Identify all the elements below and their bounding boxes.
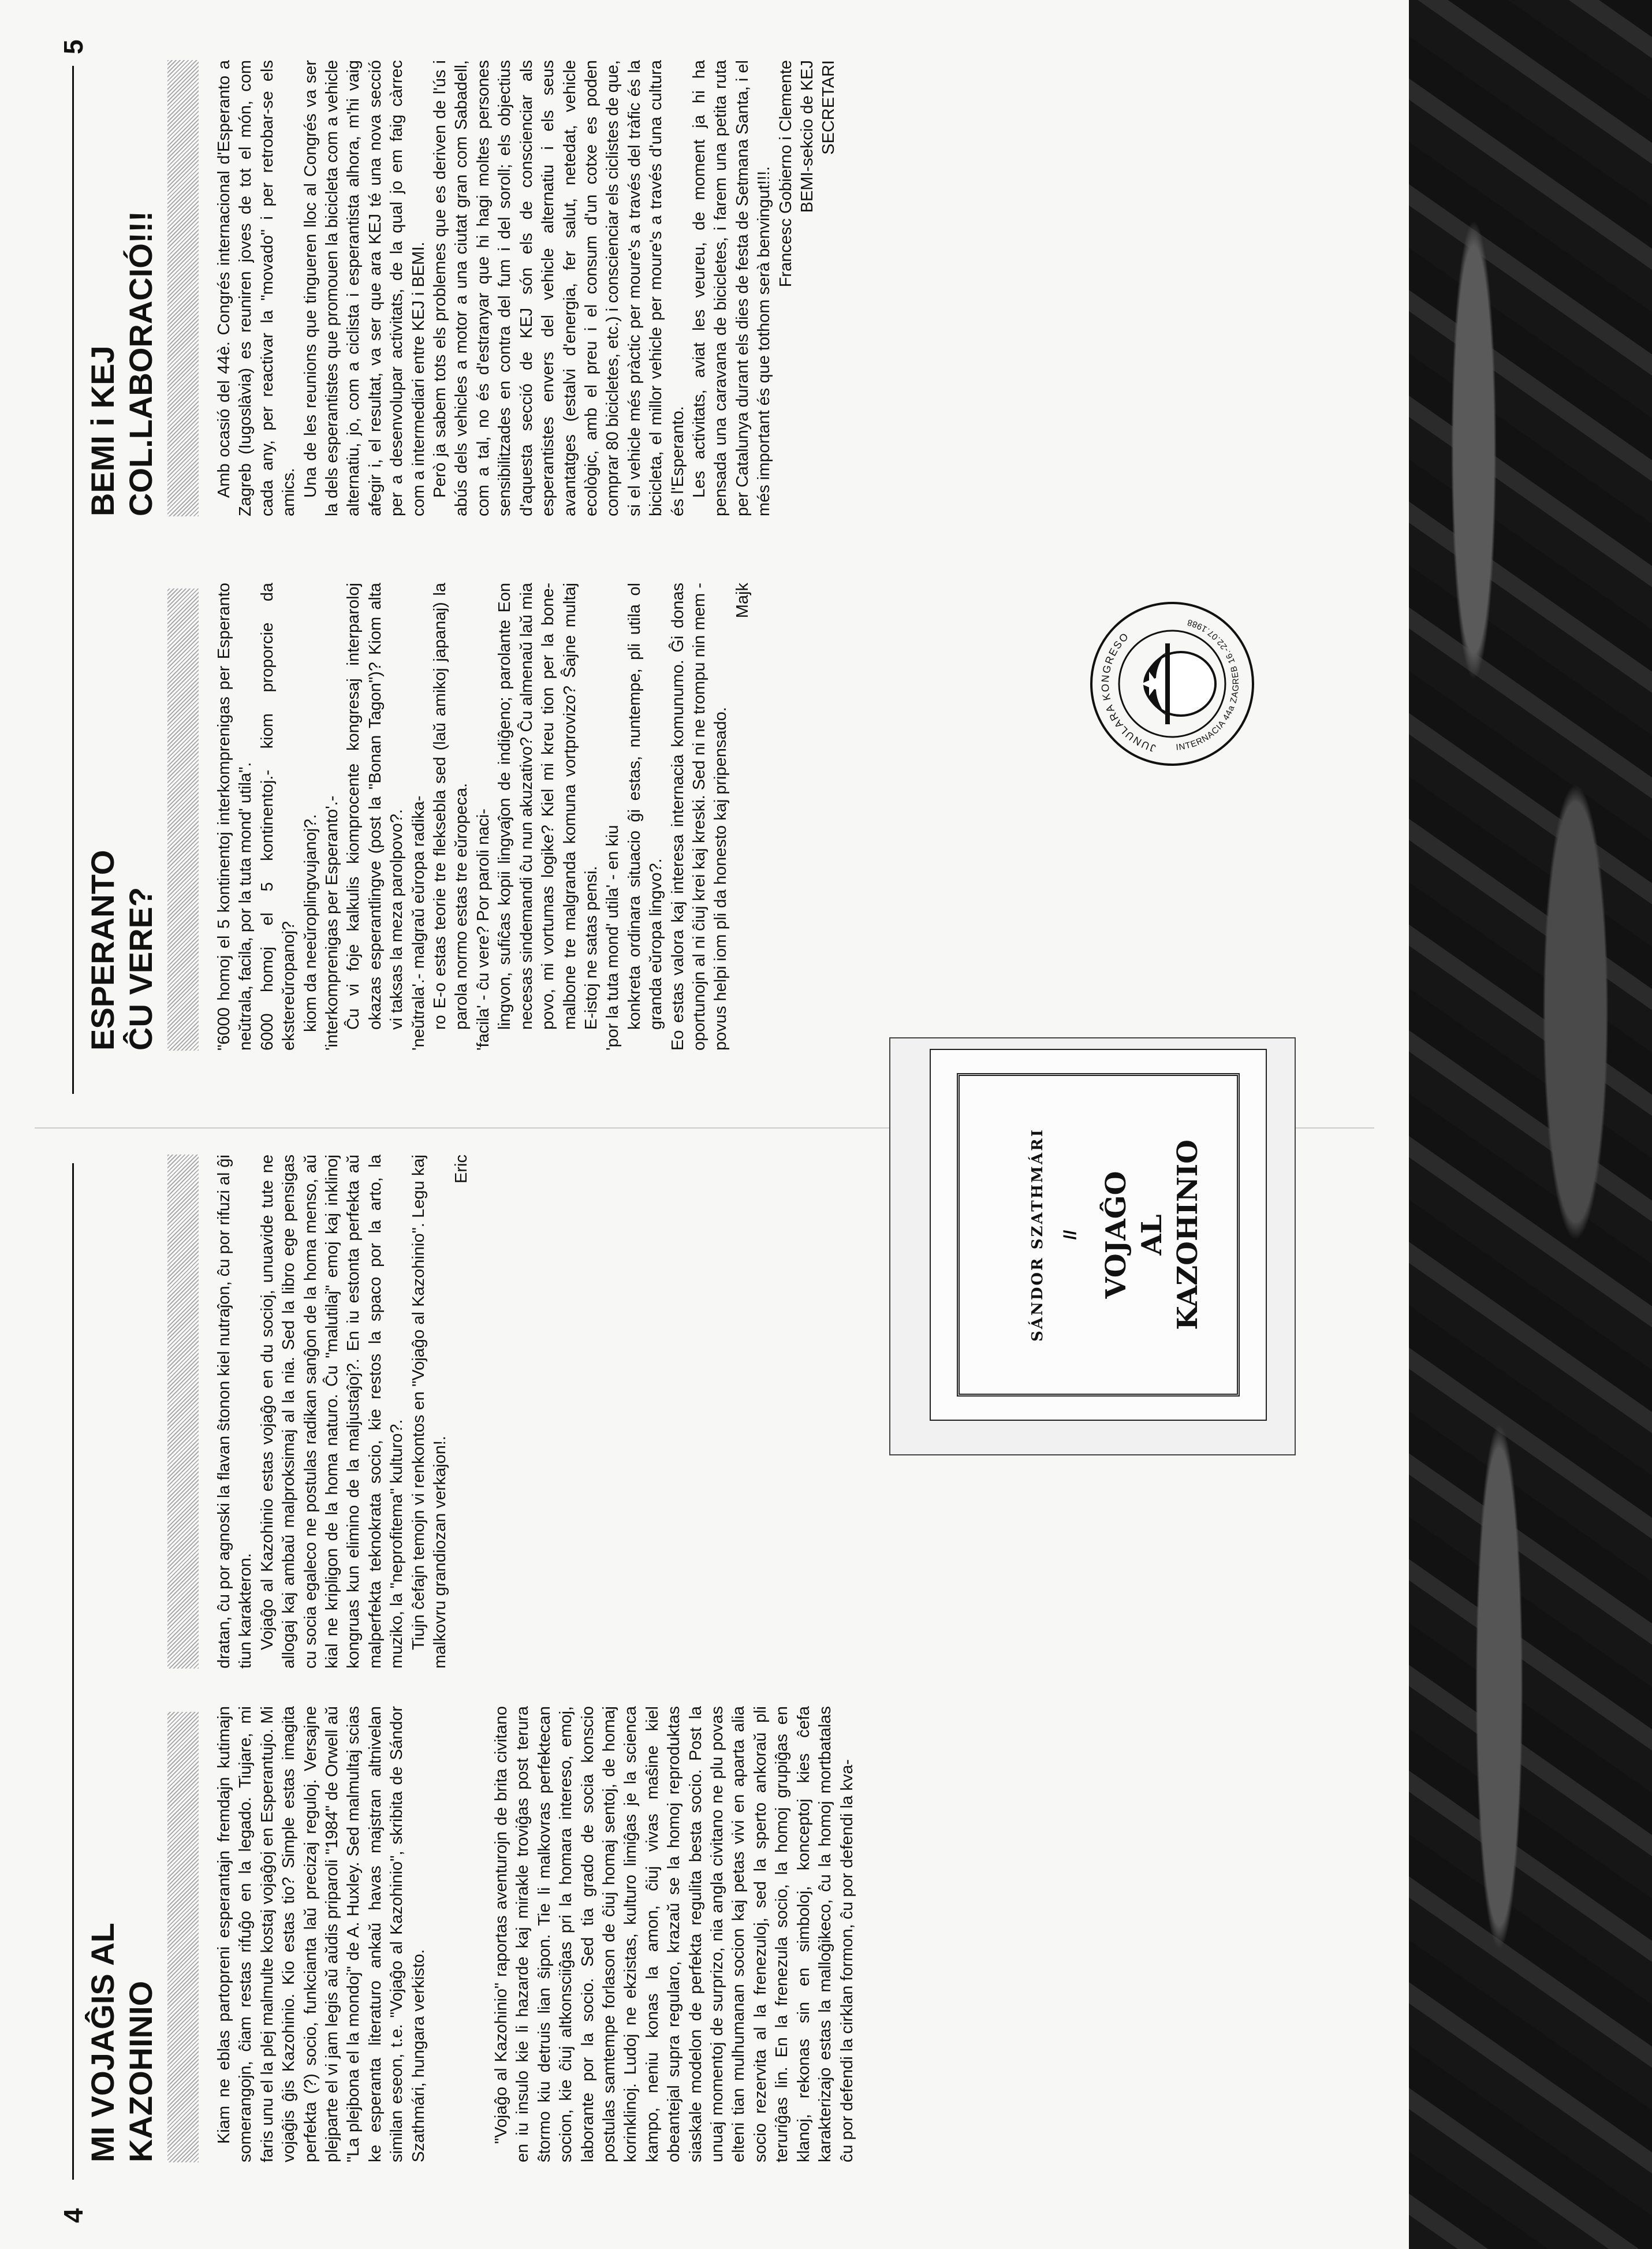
article1-hatch-bar [167, 1712, 199, 2162]
article3-title: BEMI i KEJ COL.LABORACIÓ!!! [84, 211, 159, 516]
page-number-right: 5 [58, 39, 88, 54]
article2-title: ESPERANTO ĈU VERE? [84, 850, 159, 1051]
paragraph: dratan, ĉu por agnoski la flavan ŝtonon kiel nutraĵon, ĉu por rifuzi al ĝi tiun karakteron. [215, 1155, 255, 1669]
book-title: VOJAĜO AL KAZOHINIO [1100, 1140, 1204, 1330]
hanging-item [602, 583, 667, 1051]
item-text: konkreta ordinara situacio ĝi estas, nuntempe, pli utila ol granda eŭropa lingvo?. [625, 583, 666, 1030]
paragraph: Amb ocasió del 44è. Congrés internacional d'Esperanto a Zagreb (Iugoslàvia) es reuniren joves de tot el món, com cada any, per reactivar la "movado" i per retrobar-se els amics. [215, 60, 299, 516]
signature-line: Francesc Gobierno i Clemente [776, 60, 795, 288]
hanging-item [473, 583, 602, 1051]
header-rule-right [72, 66, 74, 1094]
article2-hatch-bar [167, 589, 199, 1051]
paragraph: Tiujn ĉefajn temojn vi renkontos en "Vojaĝo al Kazohinio". Legu kaj malkovru grandiozan verkajon!. [409, 1155, 450, 1669]
article2-column [214, 583, 754, 1051]
book-cover-frame [957, 1073, 1240, 1397]
book-cover [930, 1049, 1267, 1421]
paragraph: Kiam ne eblas partopreni esperantajn fremdajn kutimajn somerangojn, ĉiam restas rifuĝo en la legado. Tiujare, mi faris unu el la plej malmulte kostaj vojaĝoj en Esperantujo. Mi vojaĝis ĝis Kazohinio. Kio estas tio? Simple estas imagita perfekta (?) socio, funkcianta laŭ precizaj reguloj. Versajne plejparte el vi jam legis aŭ aŭdis priparoli "1984" de Orwell aŭ "La plejbona el la mondoj" de A. Huxley. Sed malmultaj scias ke esperanta literaturo ankaŭ havas majstran altnivelan similan eseon, t.e. "Vojaĝo al Kazohinio", skribita de Sándor Szathmári, hungara verkisto. [215, 1706, 428, 2162]
paragraph: Una de les reunions que tingueren lloc al Congrés va ser la dels esperantistes que promouen la bicicleta com a vehicle alternatiu, jo, com a ciclista i esperantista alhora, m'hi vaig afegir i, el resultat, va ser que ara KEJ té una nova secció per a desenvolupar activitats, de la qual jo em faig càrrec com a intermediari entre KEJ i BEMI. [301, 60, 428, 516]
article1-column-1b [491, 1706, 858, 2162]
congress-seal-logo [1086, 597, 1259, 770]
item-label: 'facila' - ĉu vere? Por paroli naci- [473, 809, 493, 1051]
header-rule-left [72, 1163, 74, 2180]
seal-top-text: JUNULARA KONGRESO [1099, 630, 1157, 754]
paragraph: Eo estas valora kaj interesa internacia komunumo. Ĝi donas oportunojn al ni ĉiuj krei kaj kreski. Sed ni ne trompu nin mem - povus helpi iom pli da honesto kaj pripensado. [668, 583, 730, 1051]
item-label: 'por la tuta mond' utila' - en kiu [603, 825, 622, 1051]
article2-signature: Majk [733, 583, 752, 619]
hanging-item [322, 583, 408, 1051]
paragraph: Però ja sabem tots els problemes que es deriven de l'ús i abús dels vehicles a motor a una ciutat gran com Sabadell, com a tal, no és d'estranyar que hi hagi moltes persones sensibilitzades en contra del fum i del soroll; els objectius d'aquesta secció de KEJ són els de conscienciar als esperantistes envers del vehicle alternatiu i els seus avantatges (estalvi d'energia, fer salut, netedat, vehicle ecològic, amb el preu i el consum d'un cotxe es poden comprar 80 bicicletes, etc.) i conscienciar els ciclistes de que, si el vehicle més pràctic per moure's a través del tràfic és la bicicleta, el millor vehicle per moure's a través d'una cultura és l'Esperanto. [431, 60, 687, 516]
article3-column [214, 60, 840, 516]
item-text: Ĉu vi foje kalkulis kiomprocente kongresaj interparoloj okazas esperantlingve (post la "Bonan Tagon")? Kiom alta vi taksas la meza parolpovo?. [344, 583, 407, 1030]
paragraph: 6000 homoj el 5 kontinentoj.- kiom proporcie da ekstereŭropanoj? [258, 583, 299, 1051]
book-author: SÁNDOR SZATHMÁRI [1029, 1128, 1046, 1342]
article1-hatch-bar-2 [167, 1155, 199, 1669]
page-number-left: 4 [58, 2208, 88, 2223]
dark-background [1397, 0, 1652, 2249]
seal-bottom-text: INTERNACIA 44a ZAGREB 16.-22.07.1988 [1175, 617, 1241, 753]
article3-hatch-bar [167, 60, 199, 516]
book-ornament: // [1061, 1230, 1080, 1240]
item-label: 'interkomprenigas per Esperanto'.- [323, 795, 342, 1051]
paragraph: Les activitats, aviat les veureu, de moment ja hi ha pensada una caravana de bicicletes, i farem una petita ruta per Catalunya durant els dies de festa de Setmana Santa, i el més important és que tothom serà benvingut!!!. [689, 60, 774, 516]
paragraph: kiom da neeŭroplingvujanoj?. [301, 814, 320, 1032]
signature-line: BEMI-sekcio de KEJ [797, 60, 816, 213]
hanging-item [408, 583, 473, 1051]
signature-line: SECRETARI [819, 60, 838, 155]
paragraph: "6000 homoj el 5 kontinentoj interkomprenigas per Esperanto neŭtrala, facila, por la tuta mond' utila". [215, 583, 255, 1051]
article1-signature: Eric [452, 1155, 471, 1183]
item-label: 'neŭtrala'.- malgraŭ eŭropa radika- [409, 795, 428, 1051]
paragraph: "Vojaĝo al Kazohinio" raportas aventurojn de brita civitano en iu insulo kie li hazarde kaj mirakle troviĝas post terura ŝtormo kiu detruis lian ŝipon. Tie li malkovras perfektecan socion, kie ĉiuj altkonsciiĝas pri la homara intereso, emoj, laborante por la socio. Sed tia grado de socia konscio postulas samtempe forlason de ĉiuj homaj sentoj, de homaj korinklinoj. Ludoj ne ekzistas, kulturo limiĝas je la scienca kampo, neniu konas la amon, ĉiuj vivas maŝine kiel obeantejal supra regularo, krazaŭ se la homoj reproduktas siaskale modelon de perfekta regulita besta socio. Post la unuaj momentoj de surprizo, nia angla civitano ne plu povas elteni tian mulhumanan socion kaj petas vivi en aparta alia socio rezervita al la frenezuloj, sed la sperto ankoraŭ pli teruriĝas lin. En la frenezula socio, la homoj grupiĝas en klanoj, rekonas sin en simboloj, konceptoj kies ĉefa karakterizajo estas la malloĝikeco, ĉu la homoj mortbatalas ĉu por defendi la cirklan formon, ĉu por defendi la kva- [492, 1706, 856, 2162]
paragraph: Vojaĝo al Kazohinio estas vojaĝo en du socioj, unuavide tute ne allogaj kaj ambaŭ malproksimaj al la nia. Sed la libro ege pensigas cu socia egaleco ne postulas radikan sanĝon de la homa menso, aŭ kial ne kripligon de la homa naturo. Ĉu "malutilaj" emoj kaj inklinoj kongruas kun elimino de la maljustaĵoj?. En iu estonta perfekta aŭ malperfekta teknokrata socio, kie restos la spaco por la arto, la muziko, la "neprofitema" kulturo?. [258, 1155, 407, 1669]
article1-column-2 [214, 1155, 473, 1669]
item-text: lingvon, sufiĉas kopii lingvaĵon de indiĝeno; parolante Eon necesas sindemandi ĉu nun akuzativo? Ĉu almenaŭ laŭ mia povo, mi vortumas logike? Kiel mi kreu tion per la bone-malbone tre malgranda komuna vortprovizo? Ŝajne multaj E-istoj ne satas pensi. [495, 583, 601, 1030]
book-cover-figure [889, 1016, 1317, 1455]
article1-column-1 [214, 1706, 468, 2162]
article1-title: MI VOJAĜIS AL KAZOHINIO [84, 1923, 159, 2162]
item-text: ro E-o estas teorie tre fleksebla sed (laŭ amikoj japanaj) la parola normo estas tre eŭropeca. [431, 583, 471, 1030]
